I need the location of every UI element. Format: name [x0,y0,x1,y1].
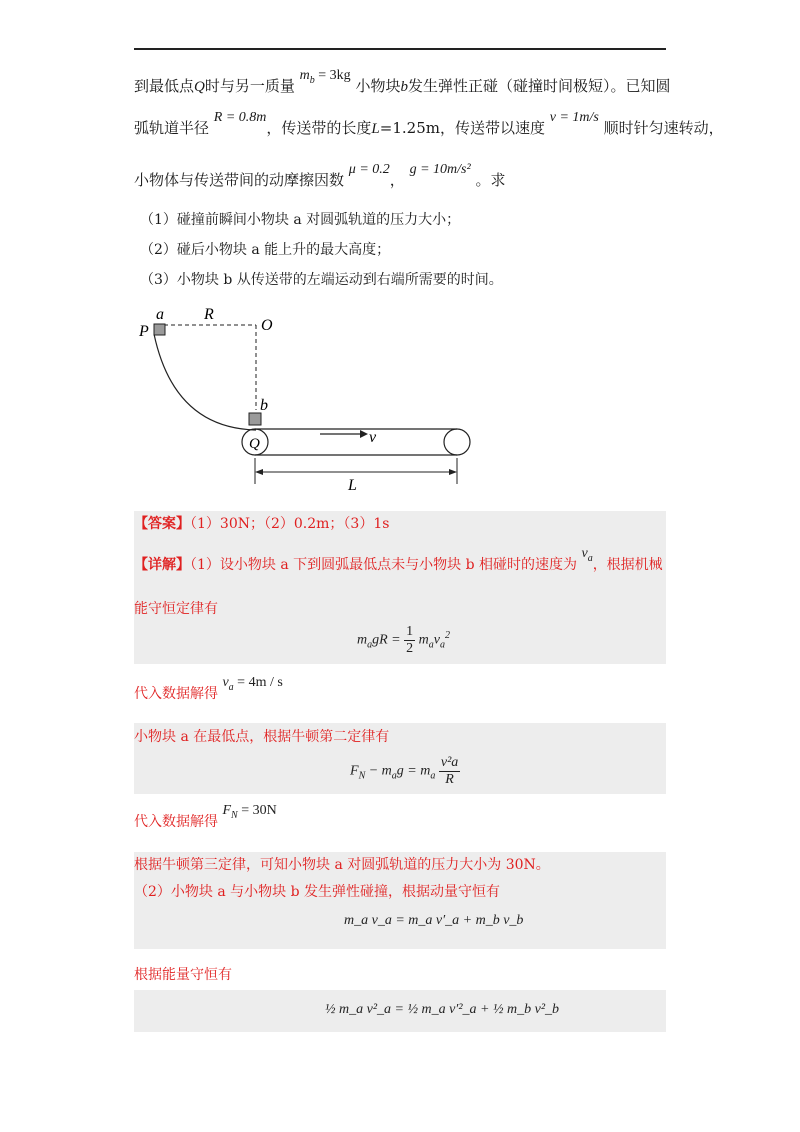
result-line-1 [134,675,283,710]
detail-line-4: 根据牛顿第三定律，可知小物块 a 对圆弧轨道的压力大小为 30N。 [134,857,550,873]
equation-3: m_a v_a = m_a v′_a + m_b v_b [344,913,524,928]
speed-value: v = 1m/s [549,110,599,125]
detail-line-3: 小物块 a 在最低点，根据牛顿第二定律有 [134,729,390,745]
fraction-va2-R [439,755,460,788]
answer-tag: 【答案】 [134,516,190,532]
var-L: L [371,121,380,137]
text: 时与另一质量 [204,77,295,95]
fraction-half [404,624,415,657]
v: v [581,546,588,561]
sub: a [439,639,445,651]
problem-line-1 [134,68,671,103]
val: = 30N [237,803,277,818]
detail-line-5: （2）小物块 a 与小物块 b 发生弹性碰撞，根据动量守恒有 [134,884,501,900]
sub: a [228,681,234,693]
mu-value: μ = 0.2 [348,162,390,177]
mid: − m [365,763,392,779]
den: 2 [406,641,414,656]
text: ， [389,171,405,189]
label-L: L [348,477,357,494]
num: 1 [406,624,414,639]
result-line-2 [134,803,277,838]
conveyor-belt [242,429,470,455]
mass-b [299,68,351,86]
label-P: P [139,323,149,340]
sub: N [231,809,238,821]
var-b: b [400,79,408,95]
val: = 4m / s [233,675,283,690]
va-symbol [581,546,593,564]
sup: 2 [444,630,450,642]
val: = 3kg [314,68,351,83]
text: ，传送带的长度 [266,119,372,137]
fn-result [222,803,277,821]
pulley-right [444,429,470,455]
radius-value: R = 0.8m [213,110,267,125]
equation-1 [357,624,450,657]
label-Q: Q [249,436,260,452]
detail-line-6: 根据能量守恒有 [134,967,232,983]
problem-line-3 [134,162,506,192]
m: m [418,632,429,648]
text: ，根据机械 [592,557,663,573]
den: R [445,772,454,787]
text: 小物块 [355,77,401,95]
text: 发生弹性正碰（碰撞时间极短）。已知圆 [407,77,671,95]
text: 小物体与传送带间的动摩擦因数 [134,171,345,189]
label-v: v [369,429,377,446]
arc-track [154,334,256,430]
problem-line-2 [134,110,724,140]
equation-4: ½ m_a v²_a = ½ m_a v′²_a + ½ m_b v²_b [325,1002,560,1017]
sub: a [391,770,397,782]
g-value: g = 10m/s² [409,162,471,177]
sub: a [430,770,436,782]
v: v [433,632,440,648]
detail-tag: 【详解】 [134,557,190,573]
text: 弧轨道半径 [134,119,210,137]
detail-line-1 [134,546,663,581]
text: 代入数据解得 [134,814,218,830]
sub: a [587,552,593,564]
sub: a [428,639,434,651]
m: m [357,632,368,648]
F: F [350,763,359,779]
rest: gR = [372,632,405,648]
text: 到最低点 [134,77,195,95]
text: 。求 [475,171,506,189]
label-a: a [156,306,164,323]
physics-diagram [134,300,494,500]
block-a [154,324,165,335]
text: =1.25m，传送带以速度 [379,119,545,137]
label-O: O [261,317,273,334]
label-R: R [204,306,214,323]
va-result [222,675,283,693]
label-b: b [260,397,268,414]
num: v²a [440,755,459,770]
F: F [222,803,232,818]
question-3: （3）小物块 b 从传送带的左端运动到右端所需要的时间。 [140,272,503,288]
text: （1）设小物块 a 下到圆弧最低点未与小物块 b 相碰时的速度为 [190,557,578,573]
text: 代入数据解得 [134,686,218,702]
answer-line [134,514,389,534]
question-2: （2）碰后小物块 a 能上升的最大高度； [140,242,391,258]
detail-line-2: 能守恒定律有 [134,601,218,617]
answer-text: （1）30N；（2）0.2m；（3）1s [190,516,390,532]
sub: a [367,639,373,651]
var-q: Q [194,79,205,95]
question-1: （1）碰撞前瞬间小物块 a 对圆弧轨道的压力大小； [140,212,461,228]
m: m [299,68,310,83]
block-b [249,413,261,425]
text: 顺时针匀速转动， [603,119,724,137]
sub: b [309,74,315,86]
top-rule [134,48,666,50]
v: v [222,675,229,690]
velocity-arrow [320,430,368,438]
sub: N [358,770,366,782]
equation-2 [350,755,460,788]
mid2: g = m [396,763,431,779]
